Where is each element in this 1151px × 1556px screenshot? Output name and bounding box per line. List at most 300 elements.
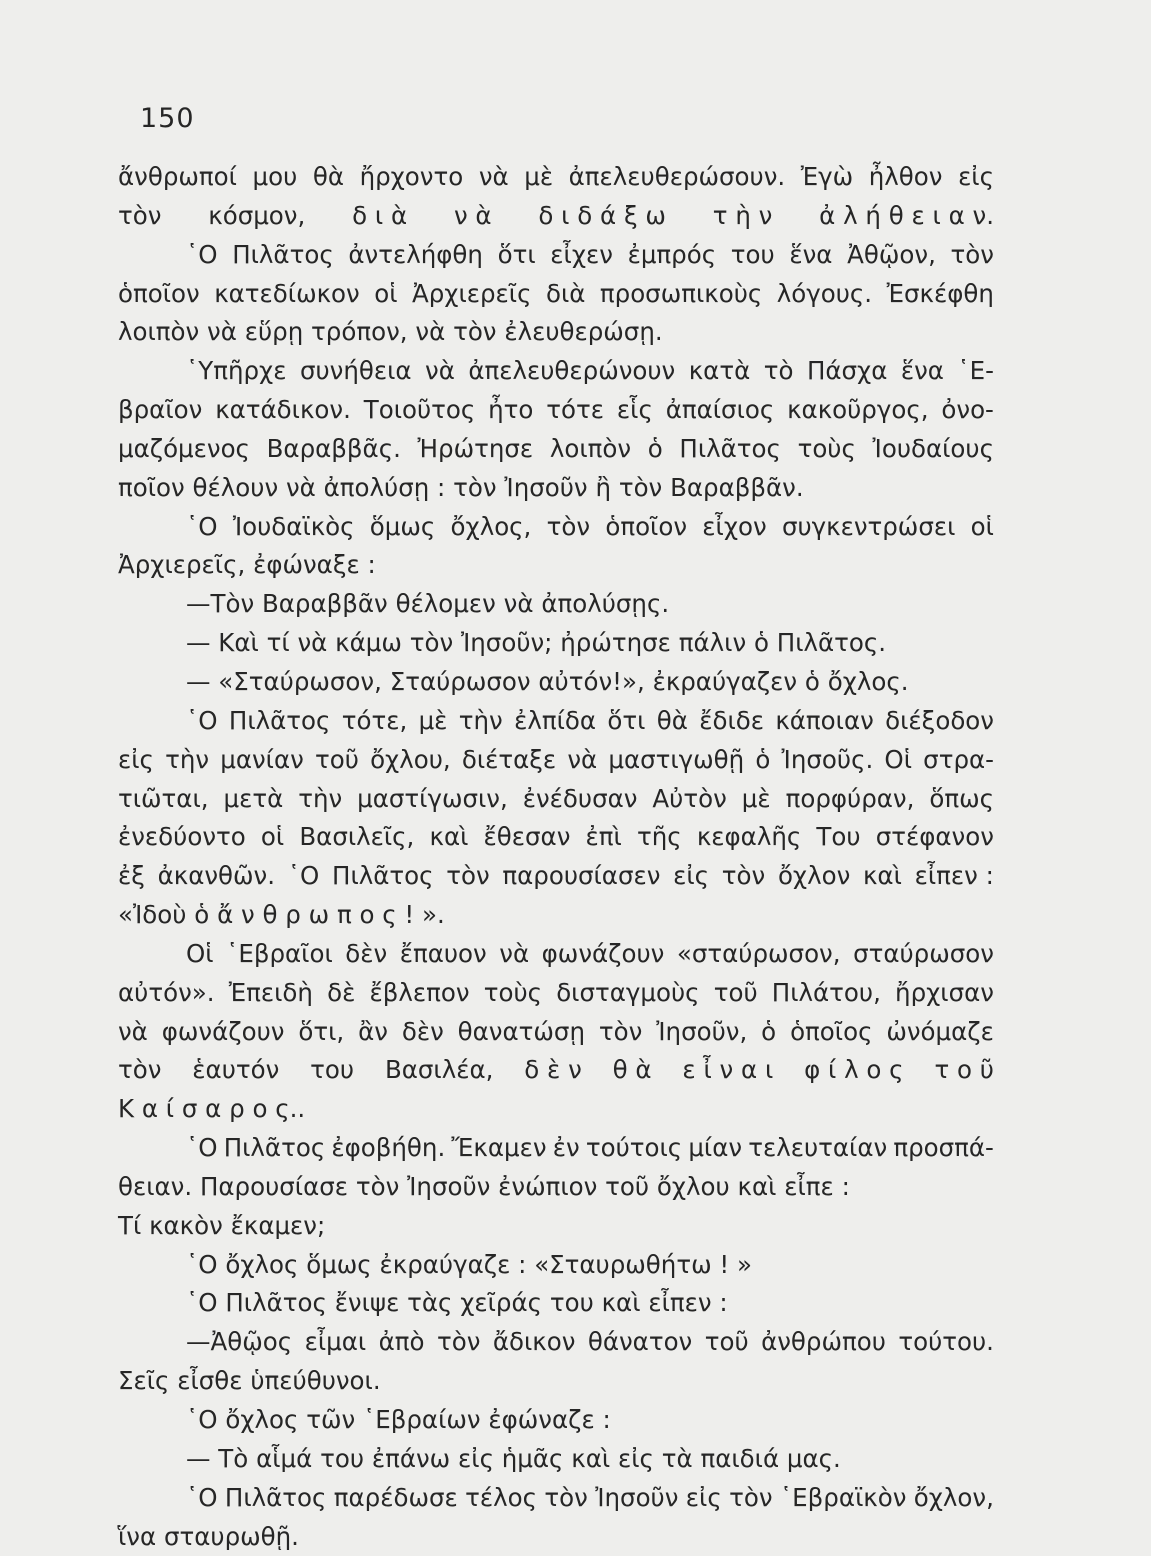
word: ἀπολύσῃ : bbox=[323, 472, 446, 502]
word: τέλος bbox=[465, 1482, 538, 1512]
word: μετὰ bbox=[223, 783, 284, 813]
word: εἶπε : bbox=[784, 1171, 850, 1201]
text-line bbox=[118, 1362, 994, 1401]
word: Βαραββᾶν. bbox=[670, 472, 804, 502]
word: ῾Ο bbox=[186, 1405, 218, 1434]
word: εἰς bbox=[458, 1443, 494, 1473]
word: τὴν bbox=[298, 783, 343, 813]
word: τὸν bbox=[118, 1055, 162, 1085]
text-line bbox=[118, 1129, 994, 1168]
word: τὴν bbox=[458, 705, 503, 735]
word: προσωπικοὺς bbox=[599, 278, 763, 308]
word: εἶσθε bbox=[177, 1366, 243, 1396]
word: του bbox=[730, 239, 775, 269]
word: δὲ bbox=[327, 977, 356, 1007]
word: τιῶται, bbox=[118, 783, 209, 813]
word: ὁ bbox=[647, 433, 663, 463]
word: τὰ bbox=[661, 1443, 693, 1473]
word: του bbox=[320, 1443, 365, 1473]
word: ἐκραύγαζεν bbox=[652, 666, 798, 696]
word: Πάσχα bbox=[806, 356, 888, 386]
text-line bbox=[118, 818, 994, 857]
word: Πιλάτου, bbox=[771, 977, 881, 1007]
word: εἰς bbox=[118, 744, 154, 774]
word: ὅπως bbox=[929, 783, 994, 813]
word: τὸν bbox=[544, 1482, 588, 1512]
word: οἱ bbox=[260, 822, 285, 852]
word: εἶχεν bbox=[550, 239, 613, 269]
text-line bbox=[118, 275, 994, 314]
word: νὰ bbox=[415, 317, 446, 347]
word: ἀκανθῶν. bbox=[157, 861, 276, 891]
word: λοιπὸν bbox=[118, 317, 200, 347]
word: καὶ bbox=[862, 861, 902, 891]
word: ἄ ν θ ρ ω π ο ς ! ». bbox=[217, 900, 445, 930]
word: κεφαλῆς bbox=[696, 822, 802, 852]
word: ἕνα bbox=[900, 356, 944, 386]
word: εἰς bbox=[617, 1443, 654, 1473]
word: ἐπὶ bbox=[585, 822, 622, 852]
word: Πιλᾶτος. bbox=[776, 628, 887, 658]
word: σταυρωθῇ. bbox=[163, 1521, 299, 1551]
word: μὲ bbox=[524, 162, 554, 191]
word: Ἰησοῦν bbox=[504, 472, 588, 502]
word: Πιλᾶτος bbox=[679, 433, 781, 463]
word: «σταύρωσον, bbox=[676, 938, 841, 968]
word: ἐλπίδα bbox=[514, 705, 597, 735]
word: Οἱ bbox=[884, 744, 912, 774]
word: Ἰησοῦν bbox=[407, 1171, 491, 1201]
word: ἕνα bbox=[789, 239, 833, 269]
word: εὕρῃ bbox=[244, 317, 304, 347]
word: ῾Υπῆρχε bbox=[186, 356, 287, 386]
word: ἤρχοντο bbox=[359, 162, 464, 191]
word: τὸν bbox=[118, 200, 162, 230]
word: νὰ bbox=[503, 589, 534, 619]
text-line bbox=[118, 702, 994, 741]
word: ἤρχισαν bbox=[895, 977, 994, 1007]
word: τὸν bbox=[950, 239, 994, 269]
word: δ ι δ ά ξ ω bbox=[538, 200, 666, 230]
word: εἰς bbox=[685, 1482, 722, 1512]
word: Βαραββᾶς. bbox=[266, 433, 401, 463]
word: θανατώσῃ bbox=[457, 1016, 585, 1046]
word: ὄχλον bbox=[777, 861, 851, 891]
word: ἄνθρωποί bbox=[118, 162, 237, 191]
word: θειαν. bbox=[118, 1171, 193, 1201]
word: Βαραββᾶν bbox=[261, 589, 388, 619]
text-line bbox=[118, 974, 994, 1013]
word: ῾Ο bbox=[186, 1288, 218, 1318]
word: ἵνα bbox=[118, 1521, 157, 1551]
word: ἀνθρώπου bbox=[761, 1327, 886, 1357]
word: ἀντελήφθη bbox=[348, 239, 483, 269]
word: ὄχλον, bbox=[913, 1482, 994, 1512]
word: εἰς bbox=[958, 162, 994, 191]
word: ὁ bbox=[194, 900, 210, 930]
word: ἔκαμεν; bbox=[230, 1210, 326, 1240]
text-line bbox=[118, 469, 994, 508]
word: παρέδωσε bbox=[333, 1482, 458, 1512]
word: τούτου. bbox=[898, 1327, 994, 1357]
word: οἱ bbox=[970, 511, 994, 541]
word: Ἀρχιερεῖς bbox=[411, 278, 532, 308]
word: ἐλευθερώσῃ. bbox=[504, 317, 663, 347]
word: θέλουν bbox=[192, 472, 279, 502]
word: ἀπὸ bbox=[378, 1327, 425, 1357]
word: Οἱ bbox=[186, 938, 214, 968]
word: νὰ bbox=[285, 472, 316, 502]
word: Ἐσκέφθη bbox=[886, 278, 994, 308]
word: Ἰουδαίους bbox=[872, 433, 994, 463]
word: τ ο ῦ bbox=[934, 1055, 994, 1085]
word: κάποιαν bbox=[775, 705, 874, 735]
word: τὸν bbox=[546, 511, 591, 541]
word: ὅτι bbox=[497, 239, 536, 269]
word: Αὐτὸν bbox=[652, 783, 727, 813]
word: ῾Εβραῖοι bbox=[226, 938, 333, 968]
word: τῶν bbox=[306, 1405, 356, 1434]
word: ἀπολύσῃς. bbox=[541, 589, 670, 619]
word: στέφανον bbox=[875, 822, 994, 852]
word: διέταξε bbox=[461, 744, 557, 774]
text-line bbox=[118, 430, 994, 469]
text-line bbox=[118, 1168, 994, 1207]
word: τὸν bbox=[453, 317, 497, 347]
word: ἐφοβήθη. bbox=[331, 1133, 446, 1163]
word: Ἔκαμεν bbox=[451, 1133, 547, 1163]
word: του bbox=[549, 1288, 594, 1318]
word: ὁ bbox=[753, 628, 769, 658]
word: Ἐγὼ bbox=[800, 162, 854, 191]
word: «Σταυρωθήτω ! » bbox=[534, 1249, 752, 1279]
word: ῾Ο bbox=[186, 1249, 218, 1279]
word: εἶπεν : bbox=[914, 861, 994, 891]
word: —Τὸν bbox=[186, 589, 255, 619]
word: παρουσίασεν bbox=[502, 861, 661, 891]
word: ὄχλος bbox=[225, 1405, 299, 1434]
word: ῾Ε- bbox=[957, 356, 994, 386]
word: λοιπὸν bbox=[549, 433, 632, 463]
word: ἢ bbox=[595, 472, 611, 502]
word: μαστιγωθῇ bbox=[608, 744, 745, 774]
text-line bbox=[118, 780, 994, 819]
word: δὲν bbox=[401, 1016, 444, 1046]
word: ἔνιψε bbox=[334, 1288, 400, 1318]
word: ἀπελευθερώσουν. bbox=[568, 162, 786, 191]
word: Ἰησοῦς. bbox=[781, 744, 874, 774]
word: ἐνεδύοντο bbox=[118, 822, 246, 852]
word: Σταύρωσον bbox=[389, 666, 531, 696]
word: ἐν bbox=[552, 1133, 580, 1163]
word: Τοιοῦτος bbox=[363, 395, 476, 425]
word: ἐνώπιον bbox=[498, 1171, 598, 1201]
word: παιδιά bbox=[700, 1443, 780, 1473]
text-line bbox=[118, 158, 994, 197]
word: μανίαν bbox=[220, 744, 304, 774]
word: θὰ bbox=[656, 705, 688, 735]
text-line bbox=[118, 1440, 994, 1479]
word: —Ἀθῷος bbox=[186, 1327, 293, 1357]
word: ὁποῖον bbox=[605, 511, 688, 541]
word: ῾Ο bbox=[186, 1133, 218, 1163]
word: οἱ bbox=[374, 278, 398, 308]
word: Πιλᾶτος bbox=[332, 861, 434, 891]
word: Κ α ί σ α ρ ο ς.. bbox=[118, 1094, 306, 1124]
word: διέξοδον bbox=[885, 705, 994, 735]
word: ν ὰ bbox=[453, 200, 492, 230]
word: κακοῦργος, bbox=[787, 395, 929, 425]
word: τὸν bbox=[436, 1327, 481, 1357]
word: τότε, bbox=[341, 705, 408, 735]
word: θάνατον bbox=[587, 1327, 693, 1357]
word: τὸν bbox=[446, 861, 490, 891]
word: ὅμως bbox=[306, 1249, 372, 1279]
word: τὸ bbox=[763, 356, 794, 386]
text-line bbox=[118, 1051, 994, 1090]
word: ἄδικον bbox=[492, 1327, 576, 1357]
word: ῾Εβραίων bbox=[363, 1405, 481, 1434]
word: τὸν bbox=[453, 472, 497, 502]
word: νὰ bbox=[478, 162, 509, 191]
word: Παρουσίασε bbox=[199, 1171, 349, 1201]
word: τὸν bbox=[355, 1171, 400, 1201]
word: ὄχλου, bbox=[370, 744, 451, 774]
text-line bbox=[118, 1207, 994, 1246]
word: ὁ bbox=[761, 1016, 777, 1046]
word: τὸν bbox=[721, 861, 766, 891]
word: μαζόμενος bbox=[118, 433, 250, 463]
word: αὐτόν!», bbox=[538, 666, 645, 696]
word: ὑπεύθυνοι. bbox=[250, 1366, 381, 1396]
word: ἔδιδε bbox=[699, 705, 764, 735]
word: εἷς bbox=[616, 395, 653, 425]
word: τοὺς bbox=[797, 433, 856, 463]
word: τότε bbox=[546, 395, 605, 425]
word: νὰ bbox=[425, 356, 455, 386]
word: συγκεντρώσει bbox=[781, 511, 956, 541]
word: τοῦ bbox=[314, 744, 359, 774]
word: Ἰησοῦν; bbox=[460, 628, 553, 658]
word: ὄχλος, bbox=[450, 511, 532, 541]
word: εἶπεν : bbox=[648, 1288, 728, 1318]
word: ἐφώναζε : bbox=[488, 1405, 611, 1434]
word: δὲν bbox=[345, 938, 388, 968]
word: εἶχον bbox=[702, 511, 767, 541]
text-line bbox=[118, 236, 994, 275]
word: κόσμον, bbox=[208, 200, 306, 230]
word: Βασιλέα, bbox=[384, 1055, 494, 1085]
word: ὀνο- bbox=[941, 395, 994, 425]
word: ὅτι bbox=[607, 705, 646, 735]
word: ὄχλου bbox=[656, 1171, 730, 1201]
word: Βασιλεῖς, bbox=[299, 822, 415, 852]
word: ὁποῖον bbox=[118, 278, 200, 308]
word: τὰς bbox=[407, 1288, 453, 1318]
word: δισταγμοὺς bbox=[556, 977, 700, 1007]
word: προσπά- bbox=[893, 1133, 994, 1163]
word: τὸν bbox=[409, 628, 454, 658]
word: καὶ bbox=[737, 1171, 777, 1201]
word: ἐξ bbox=[118, 861, 145, 891]
text-line bbox=[118, 896, 994, 935]
word: ἐκραύγαζε : bbox=[379, 1249, 527, 1279]
text-line bbox=[118, 935, 994, 974]
word: Πιλᾶτος bbox=[223, 1133, 326, 1163]
word: διὰ bbox=[545, 278, 586, 308]
word: ἑαυτόν bbox=[192, 1055, 280, 1085]
word: Ἐπειδὴ bbox=[228, 977, 313, 1007]
word: ἔθεσαν bbox=[483, 822, 571, 852]
word: τὸν bbox=[618, 472, 663, 502]
word: μὲ bbox=[741, 783, 771, 813]
word: ἡμᾶς bbox=[501, 1443, 564, 1473]
body-text bbox=[118, 158, 994, 1556]
text-line bbox=[118, 197, 994, 236]
word: Του bbox=[816, 822, 861, 852]
word: συνήθεια bbox=[299, 356, 412, 386]
word: ὁ bbox=[804, 666, 820, 696]
word: ὁ bbox=[755, 744, 771, 774]
word: ἐμπρός bbox=[627, 239, 717, 269]
word: ὠνόμαζε bbox=[886, 1016, 994, 1046]
word: πορφύραν, bbox=[785, 783, 915, 813]
word: στρα- bbox=[923, 744, 994, 774]
word: αὐτόν». bbox=[118, 977, 215, 1007]
word: νὰ bbox=[297, 628, 328, 658]
word: ἐφώναξε : bbox=[253, 550, 376, 580]
word: κακὸν bbox=[149, 1210, 223, 1240]
word: τοὺς bbox=[483, 977, 543, 1007]
word: νὰ bbox=[567, 744, 598, 774]
word: φωνάζουν bbox=[541, 938, 665, 968]
word: — Τὸ bbox=[186, 1443, 249, 1473]
word: ῾Ο bbox=[186, 511, 218, 541]
page-number: 150 bbox=[140, 103, 195, 134]
word: δ ὲ ν bbox=[524, 1055, 582, 1085]
word: τὸν bbox=[729, 1482, 773, 1512]
word: ε ἶ ν α ι bbox=[682, 1055, 774, 1085]
word: νὰ bbox=[499, 938, 530, 968]
text-line bbox=[118, 585, 994, 624]
text-line bbox=[118, 508, 994, 547]
word: ἀπελευθερώνουν bbox=[468, 356, 676, 386]
word: τοῦ bbox=[605, 1171, 650, 1201]
word: Ἰουδαϊκὸς bbox=[232, 511, 355, 541]
word: καὶ bbox=[601, 1288, 641, 1318]
word: ἀ λ ή θ ε ι α ν. bbox=[819, 200, 994, 230]
word: σταύρωσον bbox=[853, 938, 994, 968]
text-line bbox=[118, 391, 994, 430]
word: ἐνέδυσαν bbox=[522, 783, 638, 813]
word: τοῦ bbox=[704, 1327, 749, 1357]
word: Ἠρώτησε bbox=[417, 433, 534, 463]
text-line bbox=[118, 1479, 994, 1518]
text-line bbox=[118, 313, 994, 352]
text-line bbox=[118, 1090, 994, 1129]
word: Σεῖς bbox=[118, 1366, 170, 1396]
text-line bbox=[118, 1246, 994, 1285]
word: φ ί λ ο ς bbox=[804, 1055, 904, 1085]
text-line bbox=[118, 1401, 994, 1440]
word: Ἰησοῦν bbox=[595, 1482, 679, 1512]
word: νὰ bbox=[118, 1016, 148, 1046]
word: ἔπαυον bbox=[399, 938, 487, 968]
word: φωνάζουν bbox=[161, 1016, 285, 1046]
word: ὅμως bbox=[369, 511, 436, 541]
word: — «Σταύρωσον, bbox=[186, 666, 382, 696]
word: βραῖον bbox=[118, 395, 203, 425]
word: ἔβλεπον bbox=[369, 977, 470, 1007]
word: μὲ bbox=[418, 705, 448, 735]
word: καὶ bbox=[429, 822, 469, 852]
word: κατεδίωκον bbox=[214, 278, 360, 308]
text-line bbox=[118, 352, 994, 391]
word: — Καὶ bbox=[186, 628, 259, 658]
word: ὄχλος. bbox=[827, 666, 909, 696]
word: ἀπαίσιος bbox=[665, 395, 775, 425]
word: ὄχλος bbox=[225, 1249, 299, 1279]
word: ῾Ο bbox=[186, 239, 218, 269]
word: Πιλᾶτος bbox=[232, 239, 334, 269]
word: Τί bbox=[118, 1210, 142, 1240]
word: δ ι ὰ bbox=[352, 200, 408, 230]
word: Ἀθῷον, bbox=[847, 239, 936, 269]
text-line bbox=[118, 1013, 994, 1052]
word: μας. bbox=[786, 1443, 841, 1473]
word: ἦλθον bbox=[868, 162, 943, 191]
word: τούτοις bbox=[585, 1133, 683, 1163]
word: Πιλᾶτος bbox=[224, 1482, 327, 1512]
word: μαστίγωσιν, bbox=[357, 783, 508, 813]
word: ποῖον bbox=[118, 472, 185, 502]
text-line bbox=[118, 663, 994, 702]
word: ἦτο bbox=[488, 395, 534, 425]
word: Ἰησοῦν, bbox=[656, 1016, 748, 1046]
text-line bbox=[118, 1518, 994, 1556]
word: ἂν bbox=[358, 1016, 388, 1046]
word: ῾Ο bbox=[186, 1482, 218, 1512]
word: θ ὰ bbox=[612, 1055, 652, 1085]
word: κατάδικον. bbox=[215, 395, 351, 425]
text-line bbox=[118, 741, 994, 780]
word: μίαν bbox=[688, 1133, 743, 1163]
word: θὰ bbox=[312, 162, 344, 191]
text-line bbox=[118, 1284, 994, 1323]
text-line bbox=[118, 1323, 994, 1362]
word: «Ἰδοὺ bbox=[118, 900, 187, 930]
word: κάμω bbox=[335, 628, 402, 658]
word: εἰς bbox=[673, 861, 710, 891]
text-line bbox=[118, 857, 994, 896]
word: Πιλᾶτος bbox=[228, 705, 331, 735]
word: ῾Ο bbox=[287, 861, 320, 891]
word: Πιλᾶτος bbox=[225, 1288, 327, 1318]
word: Ἀρχιερεῖς, bbox=[118, 550, 246, 580]
word: ἠρώτησε bbox=[560, 628, 671, 658]
word: χεῖράς bbox=[460, 1288, 543, 1318]
text-line bbox=[118, 624, 994, 663]
word: καὶ bbox=[571, 1443, 611, 1473]
word: ὅτι, bbox=[298, 1016, 345, 1046]
word: θέλομεν bbox=[395, 589, 496, 619]
word: τοῦ bbox=[713, 977, 758, 1007]
word: τελευταίαν bbox=[748, 1133, 888, 1163]
word: του bbox=[310, 1055, 355, 1085]
word: εἶμαι bbox=[304, 1327, 367, 1357]
word: τ ὴ ν bbox=[712, 200, 773, 230]
word: τῆς bbox=[637, 822, 682, 852]
